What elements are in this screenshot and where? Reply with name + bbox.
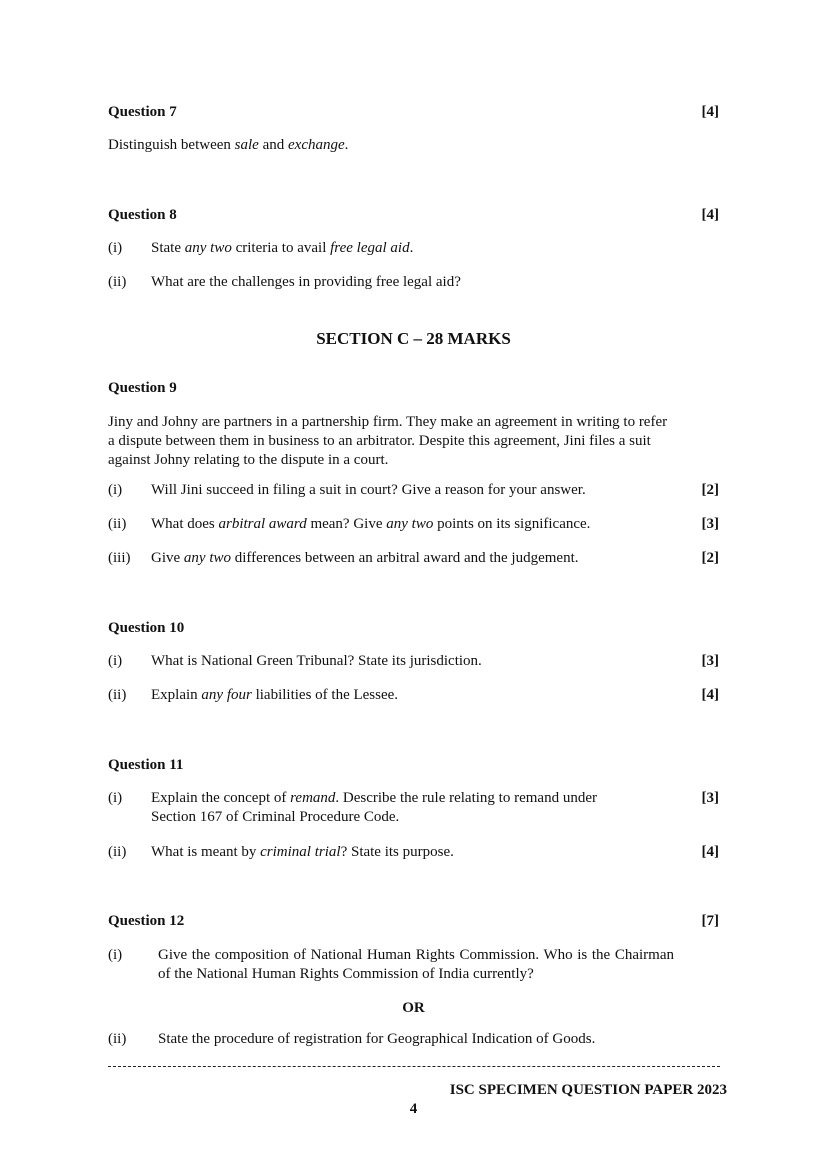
question-11-part-marks: [4] xyxy=(701,844,719,860)
question-11-part-number: (ii) xyxy=(108,844,127,860)
question-12-part-number: (i) xyxy=(108,947,123,963)
question-8-marks: [4] xyxy=(701,207,719,223)
footer-paper-title: ISC SPECIMEN QUESTION PAPER 2023 xyxy=(449,1082,727,1098)
question-10-part-marks: [4] xyxy=(701,687,719,703)
question-10-part-text: What is National Green Tribunal? State its jurisdiction. xyxy=(151,653,482,669)
section-c-title: SECTION C – 28 MARKS xyxy=(316,329,511,348)
question-8-part-number: (i) xyxy=(108,240,123,256)
question-12-part-number: (ii) xyxy=(108,1031,127,1047)
question-11-part-number: (i) xyxy=(108,790,123,806)
question-7-marks: [4] xyxy=(701,104,719,120)
question-10-part-number: (i) xyxy=(108,653,123,669)
question-10-part-number: (ii) xyxy=(108,687,127,703)
question-9-part-marks: [3] xyxy=(701,516,719,532)
question-7-heading: Question 7 xyxy=(108,104,177,120)
question-9-part-number: (ii) xyxy=(108,516,127,532)
question-8-part-number: (ii) xyxy=(108,274,127,290)
question-11-part-text-line2: Section 167 of Criminal Procedure Code. xyxy=(151,809,400,825)
question-12-heading: Question 12 xyxy=(108,913,185,929)
question-9-part-text: Give any two differences between an arbitral award and the judgement. xyxy=(151,550,579,566)
page-number: 4 xyxy=(409,1101,418,1117)
question-12-part-text: Give the composition of National Human Rights Commission. Who is the Chairman of the National Human Rights Commission of India currently? xyxy=(158,947,674,982)
question-9-part-number: (iii) xyxy=(108,550,131,566)
question-8-heading: Question 8 xyxy=(108,207,177,223)
question-11-part-marks: [3] xyxy=(701,790,719,806)
question-10-heading: Question 10 xyxy=(108,620,185,636)
question-8-part-text: State any two criteria to avail free legal aid. xyxy=(151,240,414,256)
question-9-part-text: What does arbitral award mean? Give any two points on its significance. xyxy=(151,516,591,532)
question-9-heading: Question 9 xyxy=(108,380,177,396)
question-9-part-marks: [2] xyxy=(701,550,719,566)
question-10-part-marks: [3] xyxy=(701,653,719,669)
question-9-part-text: Will Jini succeed in filing a suit in court? Give a reason for your answer. xyxy=(151,482,586,498)
question-9-part-number: (i) xyxy=(108,482,123,498)
or-separator: OR xyxy=(402,1000,425,1016)
question-10-part-text: Explain any four liabilities of the Lessee. xyxy=(151,687,399,703)
question-9-part-marks: [2] xyxy=(701,482,719,498)
footer-divider xyxy=(108,1066,720,1067)
question-11-part-text: Explain the concept of remand. Describe the rule relating to remand under xyxy=(151,790,597,806)
question-11-heading: Question 11 xyxy=(108,757,184,773)
question-12-part-text: State the procedure of registration for Geographical Indication of Goods. xyxy=(158,1031,596,1047)
question-7-text: Distinguish between sale and exchange. xyxy=(108,137,349,153)
question-12-marks: [7] xyxy=(701,913,719,929)
question-9-passage: Jiny and Johny are partners in a partnership firm. They make an agreement in writing to refer a dispute between them in business to an arbitrator. Despite this agreement, Jini files a suit against Johny relating to the dispute in a court. xyxy=(108,414,668,468)
question-8-part-text: What are the challenges in providing free legal aid? xyxy=(151,274,461,290)
question-11-part-text: What is meant by criminal trial? State its purpose. xyxy=(151,844,454,860)
